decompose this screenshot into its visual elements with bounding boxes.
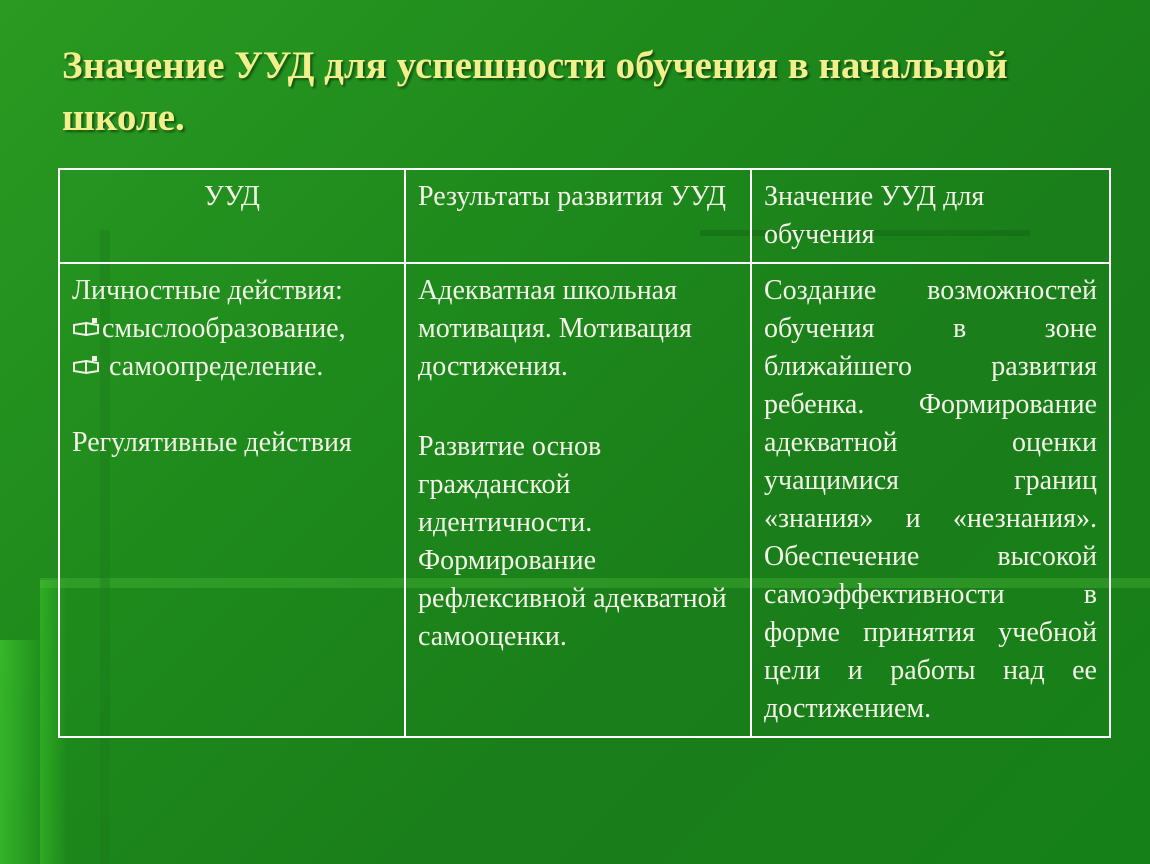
table-header-row	[59, 169, 1110, 263]
spacer	[418, 386, 738, 428]
result-paragraph: Адекватная школьная мотивация. Мотивация достижения.	[418, 275, 692, 382]
result-paragraph: Формирование рефлексивной адекватной самооценки.	[418, 545, 727, 652]
bullet-text: смыслообразование,	[102, 313, 346, 344]
table-row	[59, 263, 1110, 737]
list-item	[72, 310, 392, 348]
result-paragraph: Развитие основ гражданской идентичности.	[418, 431, 602, 538]
header-cell-results: Результаты развития УУД	[405, 169, 751, 263]
header-cell-meaning: Значение УУД для обучения	[751, 169, 1110, 263]
slide-title: Значение УУД для успешности обучения в начальной школе.	[62, 44, 1008, 139]
cell-uud-types	[59, 263, 405, 737]
cell-results	[405, 263, 751, 737]
list-item	[72, 348, 392, 386]
header-cell-uud: УУД	[59, 169, 405, 263]
regulatory-actions-label: Регулятивные действия	[72, 427, 352, 458]
open-book-icon	[72, 317, 102, 339]
spacer	[72, 386, 392, 424]
personal-actions-label: Личностные действия:	[72, 275, 343, 306]
uud-table	[58, 168, 1111, 738]
open-book-icon	[72, 355, 102, 377]
bullet-text: самоопределение.	[102, 351, 324, 382]
cell-meaning: Создание возможностей обучения в зоне ближайшего развития ребенка. Формирование адекватной оценки учащимися границ «знания» и «незнания». Обеспечение высокой самоэффективности в форме принятия учебной цели и работы над ее достижением.	[751, 263, 1110, 737]
